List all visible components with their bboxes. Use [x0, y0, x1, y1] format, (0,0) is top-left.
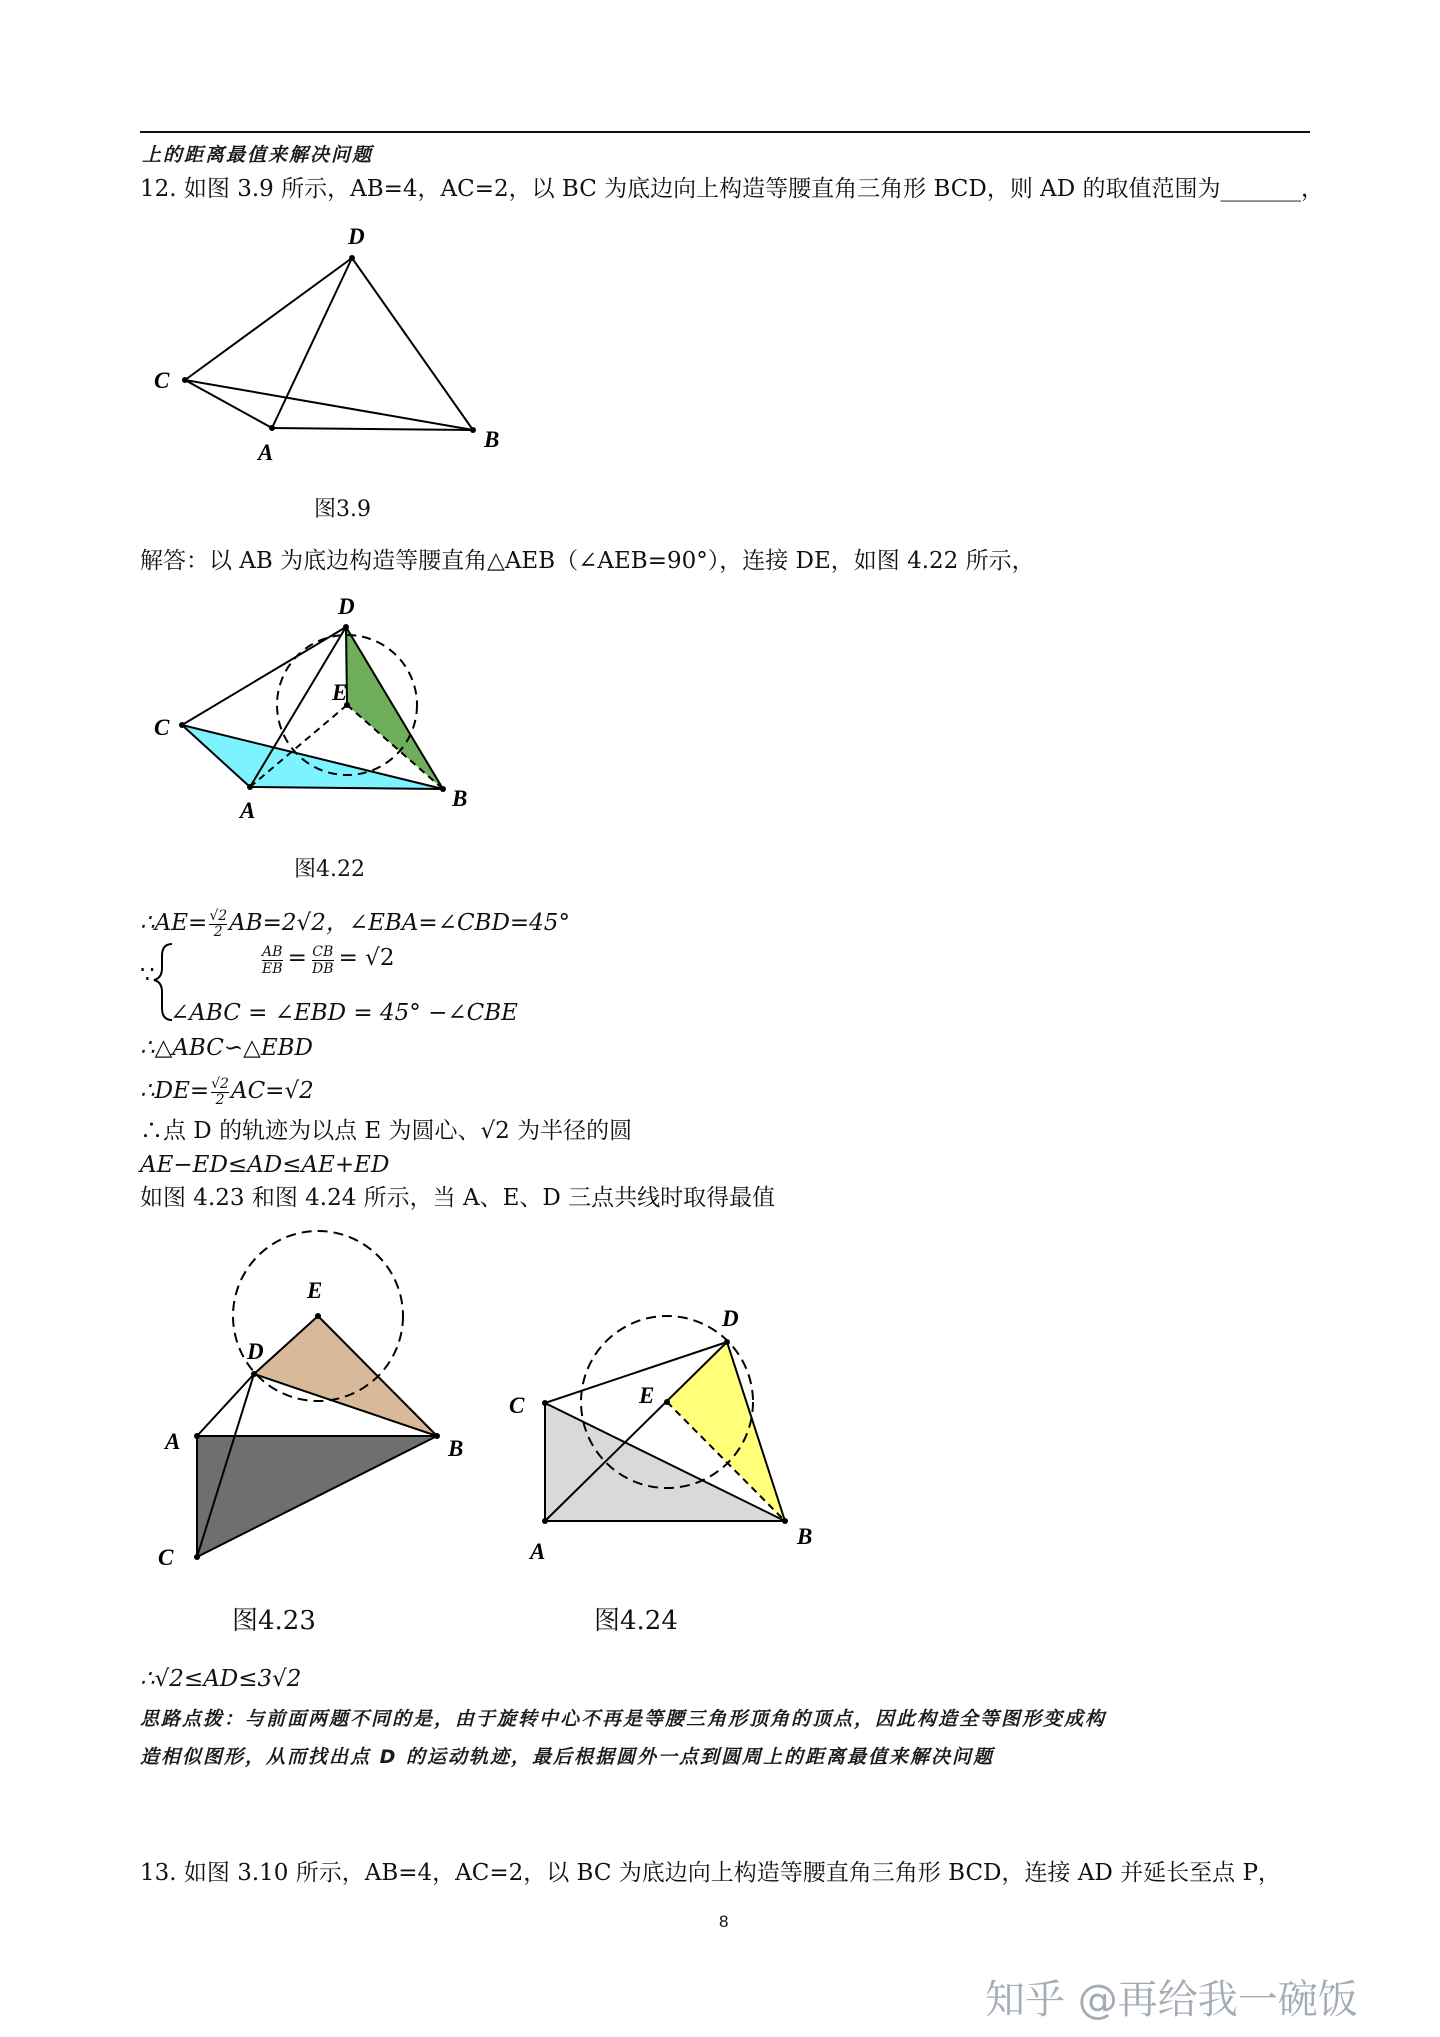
problem-13-text: 13. 如图 3.10 所示，AB=4，AC=2，以 BC 为底边向上构造等腰直角三角形 BCD，连接 AD 并延长至点 P，: [140, 1860, 1281, 1886]
hint-line-2: 造相似图形，从而找出点 D 的运动轨迹，最后根据圆外一点到圆周上的距离最值来解决问题: [140, 1746, 995, 1768]
fig422-caption: 图4.22: [294, 857, 365, 882]
brace-row1-eq: =: [287, 945, 307, 971]
fig424-label-e: E: [639, 1383, 655, 1408]
fig39-label-c: C: [154, 368, 170, 393]
header-text: 上的距离最值来解决问题: [142, 144, 374, 166]
step-inequality: AE−ED≤AD≤AE+ED: [140, 1152, 390, 1178]
fig424-label-a: A: [530, 1539, 546, 1564]
brace-because: ∵: [140, 962, 155, 988]
fig423-caption: 图4.23: [232, 1606, 316, 1636]
solution-intro: 解答：以 AB 为底边构造等腰直角△AEB（∠AEB=90°），连接 DE，如图 4.22 所示，: [140, 548, 1035, 574]
step-de-frac-den: 2: [215, 1091, 225, 1108]
step-ae-frac-den: 2: [213, 923, 223, 940]
fig422-label-b: B: [452, 786, 468, 811]
problem-12-text: 12. 如图 3.9 所示，AB=4，AC=2，以 BC 为底边向上构造等腰直角三角形 BCD，则 AD 的取值范围为_______，: [140, 176, 1325, 202]
fig422-label-d: D: [338, 594, 355, 619]
step-de-frac-num: √2: [211, 1075, 229, 1092]
fig422-label-e: E: [332, 680, 348, 705]
brace-frac1-den: EB: [262, 961, 283, 977]
fig423-label-c: C: [158, 1545, 174, 1570]
fig424-label-d: D: [722, 1306, 739, 1331]
step-de-suffix: AC=√2: [230, 1078, 314, 1104]
conclusion: ∴√2≤AD≤3√2: [140, 1666, 302, 1692]
step-ae-suffix: AB=2√2，∠EBA=∠CBD=45°: [229, 910, 570, 936]
step-ae-prefix: ∴AE=: [140, 910, 208, 936]
fig424-label-b: B: [797, 1524, 813, 1549]
fig423-label-b: B: [448, 1436, 464, 1461]
fig423-label-d: D: [247, 1339, 264, 1364]
step-ae-frac-num: √2: [209, 907, 228, 924]
hint-line-1: 思路点拨：与前面两题不同的是，由于旋转中心不再是等腰三角形顶角的顶点，因此构造全等图形变成构: [140, 1708, 1107, 1730]
fig39-label-a: A: [258, 440, 274, 465]
fig423-label-a: A: [165, 1429, 181, 1454]
fig39-caption: 图3.9: [314, 497, 371, 522]
step-collinear: 如图 4.23 和图 4.24 所示，当 A、E、D 三点共线时取得最值: [140, 1185, 776, 1211]
fig39-label-d: D: [348, 224, 365, 249]
fig423-label-e: E: [307, 1278, 323, 1303]
brace-frac2-num: CB: [312, 944, 334, 960]
brace-frac1-num: AB: [262, 944, 283, 960]
step-locus: ∴点 D 的轨迹为以点 E 为圆心、√2 为半径的圆: [140, 1118, 633, 1144]
fig424-caption: 图4.24: [594, 1606, 678, 1636]
page-number: 8: [719, 1912, 729, 1931]
brace-row1-result: = √2: [338, 945, 395, 971]
fig422-label-a: A: [240, 798, 256, 823]
watermark: 知乎 @再给我一碗饭: [985, 1977, 1358, 2023]
brace-row-2: ∠ABC = ∠EBD = 45° −∠CBE: [170, 1000, 518, 1026]
brace-frac2-den: DB: [311, 961, 334, 977]
step-similar: ∴△ABC∽△EBD: [140, 1035, 313, 1061]
fig39-label-b: B: [484, 427, 500, 452]
fig422-label-c: C: [154, 715, 170, 740]
step-de-prefix: ∴DE=: [140, 1078, 210, 1104]
fig424-label-c: C: [509, 1393, 525, 1418]
